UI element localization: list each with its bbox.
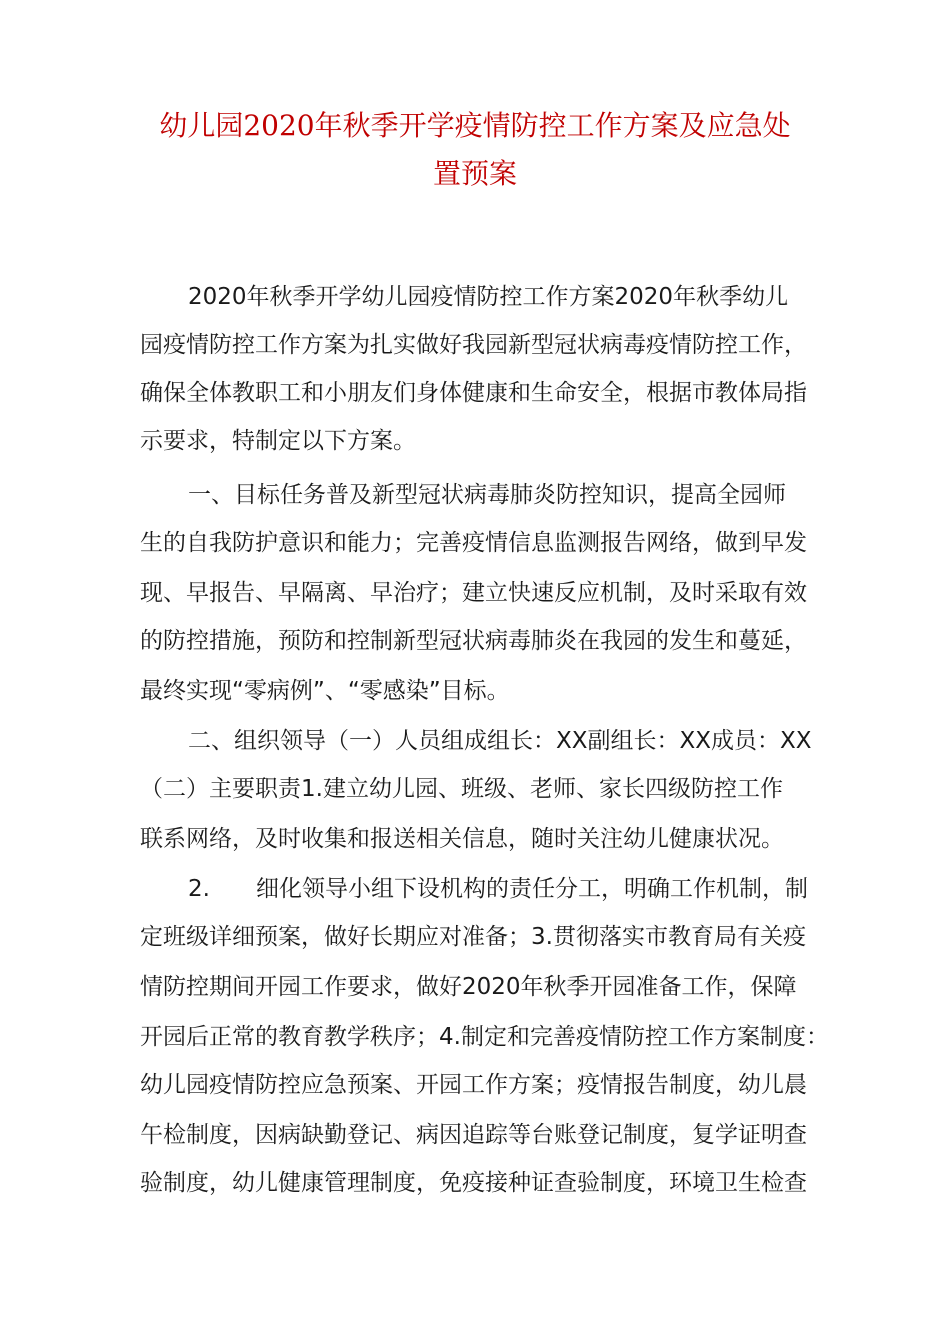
paragraph-2-line-4: 的防控措施，预防和控制新型冠状病毒肺炎在我园的发生和蔓延， [140, 628, 807, 654]
paragraph-4-line-5: 幼儿园疫情防控应急预案、开园工作方案；疫情报告制度，幼儿晨 [140, 1072, 807, 1098]
paragraph-3-line-2: （二）主要职责1.建立幼儿园、班级、老师、家长四级防控工作 [140, 776, 783, 802]
paragraph-2-line-2: 生的自我防护意识和能力；完善疫情信息监测报告网络，做到早发 [140, 530, 807, 556]
paragraph-4-line-4: 开园后正常的教育教学秩序；4.制定和完善疫情防控工作方案制度： [140, 1024, 829, 1050]
paragraph-4-line-6: 午检制度，因病缺勤登记、病因追踪等台账登记制度，复学证明查 [140, 1122, 807, 1148]
paragraph-1-line-1: 2020年秋季开学幼儿园疫情防控工作方案2020年秋季幼儿 [188, 284, 789, 310]
paragraph-4-line-2: 定班级详细预案，做好长期应对准备；3.贯彻落实市教育局有关疫 [140, 924, 806, 950]
paragraph-2-line-3: 现、早报告、早隔离、早治疗；建立快速反应机制，及时采取有效 [140, 580, 807, 606]
paragraph-4-line-7: 验制度，幼儿健康管理制度，免疫接种证查验制度，环境卫生检查 [140, 1170, 807, 1196]
paragraph-2-line-5: 最终实现“零病例”、“零感染”目标。 [140, 678, 510, 704]
paragraph-4-line-3: 情防控期间开园工作要求，做好2020年秋季开园准备工作，保障 [140, 974, 797, 1000]
paragraph-1-line-2: 园疫情防控工作方案为扎实做好我园新型冠状病毒疫情防控工作， [140, 332, 807, 358]
paragraph-1-line-3: 确保全体教职工和小朋友们身体健康和生命安全，根据市教体局指 [140, 380, 807, 406]
paragraph-3-line-3: 联系网络，及时收集和报送相关信息，随时关注幼儿健康状况。 [140, 826, 784, 852]
paragraph-2-line-1: 一、目标任务普及新型冠状病毒肺炎防控知识，提高全园师 [188, 482, 786, 508]
paragraph-1-line-4: 示要求，特制定以下方案。 [140, 428, 416, 454]
paragraph-4-line-1: 2. 细化领导小组下设机构的责任分工，明确工作机制，制 [188, 876, 808, 902]
paragraph-3-line-1: 二、组织领导（一）人员组成组长：XX副组长：XX成员：XX [188, 728, 812, 754]
document-title-line-1: 幼儿园2020年秋季开学疫情防控工作方案及应急处 [159, 109, 791, 142]
document-title-line-2: 置预案 [432, 157, 517, 190]
